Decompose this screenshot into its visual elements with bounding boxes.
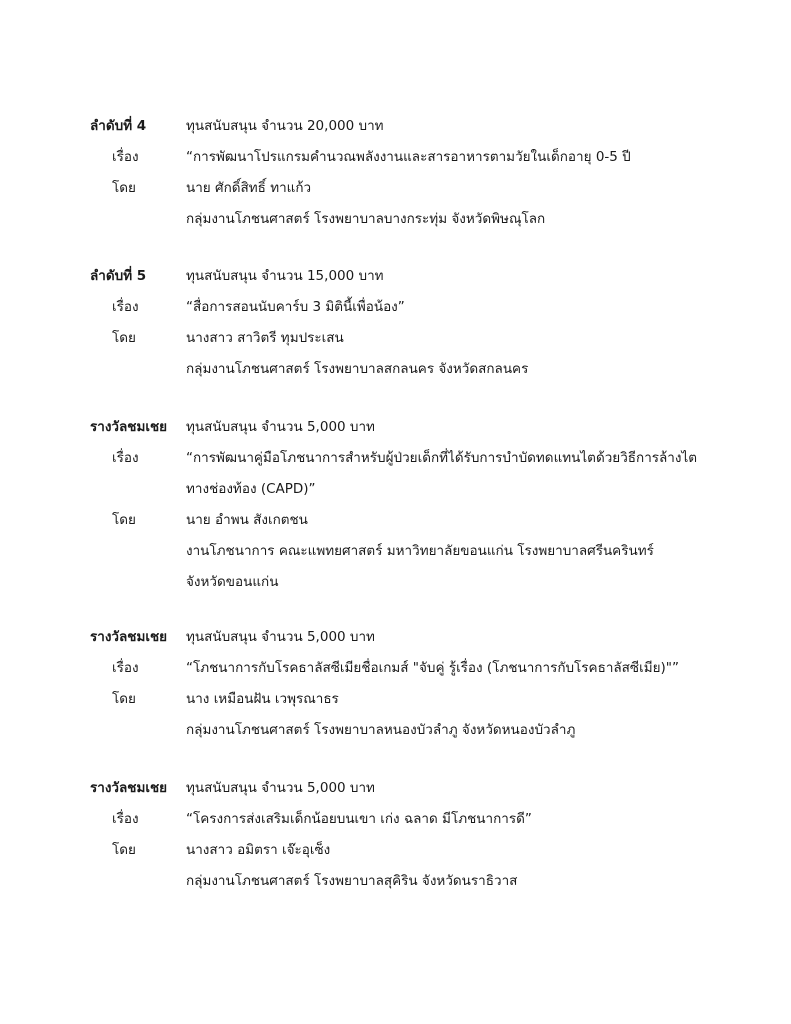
topic-label: เรื่อง (112, 660, 139, 676)
author-name: นางสาว อมิตรา เจ๊ะอุเซ็ง (186, 842, 331, 858)
affiliation-text: งานโภชนาการ คณะแพทยศาสตร์ มหาวิทยาลัยขอนแก่น โรงพยาบาลศรีนครินทร์ (186, 543, 654, 559)
by-label: โดย (112, 691, 136, 707)
author-name: นางสาว สาวิตรี ทุมประเสน (186, 330, 344, 346)
by-label: โดย (112, 842, 136, 858)
affiliation-text: กลุ่มงานโภชนศาสตร์ โรงพยาบาลสกลนคร จังหวัดสกลนคร (186, 361, 529, 377)
topic-label: เรื่อง (112, 149, 139, 165)
funding-amount: ทุนสนับสนุน จำนวน 5,000 บาท (186, 629, 375, 645)
topic-text: “การพัฒนาโปรแกรมคำนวณพลังงานและสารอาหารตามวัยในเด็กอายุ 0-5 ปี (186, 149, 631, 165)
by-label: โดย (112, 180, 136, 196)
by-label: โดย (112, 330, 136, 346)
affiliation-text: กลุ่มงานโภชนศาสตร์ โรงพยาบาลหนองบัวลำภู จังหวัดหนองบัวลำภู (186, 722, 576, 738)
topic-text: “การพัฒนาคู่มือโภชนาการสำหรับผู้ป่วยเด็กที่ได้รับการบำบัดทดแทนไตด้วยวิธีการล้างไต (186, 450, 698, 466)
topic-text: “สื่อการสอนนับคาร์บ 3 มิตินี้เพื่อน้อง” (186, 299, 405, 315)
author-name: นาย อำพน สังเกตชน (186, 512, 308, 528)
author-name: นาย ศักดิ์สิทธิ์ ทาแก้ว (186, 180, 312, 196)
by-label: โดย (112, 512, 136, 528)
award-rank: รางวัลชมเชย (90, 629, 168, 645)
topic-label: เรื่อง (112, 299, 139, 315)
topic-text: “โภชนาการกับโรคธาลัสซีเมียชื่อเกมส์ "จับคู่ รู้เรื่อง (โภชนาการกับโรคธาลัสซีเมีย)"” (186, 660, 679, 676)
topic-label: เรื่อง (112, 811, 139, 827)
funding-amount: ทุนสนับสนุน จำนวน 15,000 บาท (186, 268, 384, 284)
award-rank: ลำดับที่ 5 (90, 268, 147, 284)
topic-text-continued: ทางช่องท้อง (CAPD)” (186, 481, 316, 497)
award-rank: ลำดับที่ 4 (90, 118, 147, 134)
affiliation-text: กลุ่มงานโภชนศาสตร์ โรงพยาบาลสุคิริน จังหวัดนราธิวาส (186, 873, 518, 889)
funding-amount: ทุนสนับสนุน จำนวน 5,000 บาท (186, 419, 375, 435)
award-rank: รางวัลชมเชย (90, 780, 168, 796)
award-rank: รางวัลชมเชย (90, 419, 168, 435)
topic-label: เรื่อง (112, 450, 139, 466)
funding-amount: ทุนสนับสนุน จำนวน 20,000 บาท (186, 118, 384, 134)
author-name: นาง เหมือนฝัน เวพุรณาธร (186, 691, 339, 707)
topic-text: “โครงการส่งเสริมเด็กน้อยบนเขา เก่ง ฉลาด มีโภชนาการดี” (186, 811, 532, 827)
funding-amount: ทุนสนับสนุน จำนวน 5,000 บาท (186, 780, 375, 796)
affiliation-text-continued: จังหวัดขอนแก่น (186, 574, 279, 590)
affiliation-text: กลุ่มงานโภชนศาสตร์ โรงพยาบาลบางกระทุ่ม จังหวัดพิษณุโลก (186, 211, 546, 227)
